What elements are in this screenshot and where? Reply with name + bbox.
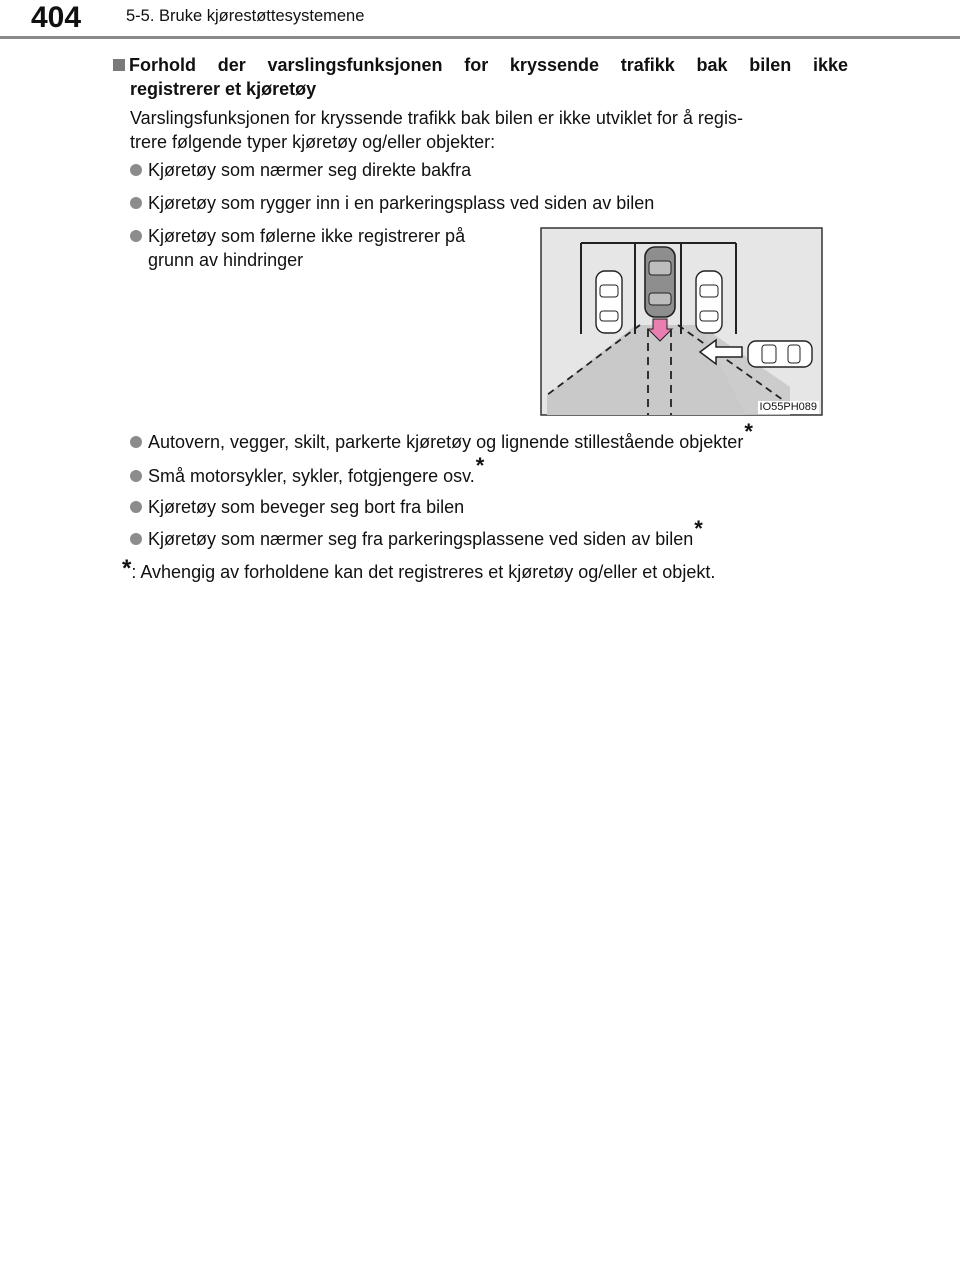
bullet-text-main: Små motorsykler, sykler, fotgjengere osv. <box>148 466 475 486</box>
chapter-title: 5-5. Bruke kjørestøttesystemene <box>126 7 365 25</box>
bullet-text-main: Kjøretøy som nærmer seg fra parkeringsplassene ved siden av bilen <box>148 529 694 549</box>
bullet-dot-icon <box>130 164 142 176</box>
bullet-text <box>148 453 485 488</box>
bullet-item <box>130 419 753 454</box>
page-number: 404 <box>31 1 82 34</box>
bullet-text: Kjøretøy som beveger seg bort fra bilen <box>148 497 465 517</box>
footnote-text: : Avhengig av forholdene kan det registreres et kjøretøy og/eller et objekt. <box>131 562 716 582</box>
intro-paragraph <box>130 106 848 154</box>
asterisk-marker: * <box>475 453 485 478</box>
section-heading <box>113 53 848 101</box>
square-bullet-icon <box>113 59 125 71</box>
bullet-item <box>130 158 471 182</box>
heading-word: Forhold <box>129 55 196 75</box>
heading-line-2: registrerer et kjøretøy <box>130 79 317 99</box>
header-divider <box>0 36 960 39</box>
bullet-item <box>130 495 464 519</box>
heading-word: ikke <box>812 55 848 75</box>
heading-word: kryssende <box>509 55 599 75</box>
footnote-marker: * <box>122 555 132 582</box>
bullet-text: Kjøretøy som rygger inn i en parkeringsplass ved siden av bilen <box>148 193 655 213</box>
bullet-item <box>130 191 654 215</box>
bullet-dot-icon <box>130 197 142 209</box>
heading-square-bullet <box>113 53 196 77</box>
bullet-text: Kjøretøy som nærmer seg direkte bakfra <box>148 160 472 180</box>
heading-line-1 <box>113 53 848 77</box>
bullet-item <box>130 224 525 272</box>
page-header <box>0 0 960 40</box>
footnote <box>122 555 716 584</box>
bullet-item <box>130 516 703 551</box>
bullet-item <box>130 453 485 488</box>
parking-illustration <box>540 227 823 416</box>
bullet-text-line-2: grunn av hindringer <box>148 250 304 270</box>
bullet-text <box>148 516 703 551</box>
bullet-dot-icon <box>130 501 142 513</box>
figure-label: IO55PH089 <box>759 401 817 413</box>
asterisk-marker: * <box>694 516 703 541</box>
heading-word: for <box>464 55 489 75</box>
bullet-dot-icon <box>130 533 142 545</box>
bullet-dot-icon <box>130 230 142 242</box>
bullet-text-main: Autovern, vegger, skilt, parkerte kjøretøy og lignende stillestående objekter <box>148 432 744 452</box>
intro-line-1: Varslingsfunksjonen for kryssende trafikk bak bilen er ikke utviklet for å regis- <box>130 108 743 128</box>
heading-word: der <box>217 55 246 75</box>
asterisk-marker: * <box>744 419 753 444</box>
bullet-dot-icon <box>130 436 142 448</box>
bullet-text <box>148 224 465 272</box>
heading-word: bak <box>696 55 728 75</box>
heading-word: trafikk <box>620 55 675 75</box>
parking-cross-traffic-icon <box>540 227 823 416</box>
bullet-text-line-1: Kjøretøy som følerne ikke registrerer på <box>148 226 466 246</box>
intro-line-2: trere følgende typer kjøretøy og/eller objekter: <box>130 132 496 152</box>
bullet-text <box>148 419 753 454</box>
heading-word: varslingsfunksjonen <box>267 55 443 75</box>
heading-word: bilen <box>749 55 792 75</box>
bullet-dot-icon <box>130 470 142 482</box>
